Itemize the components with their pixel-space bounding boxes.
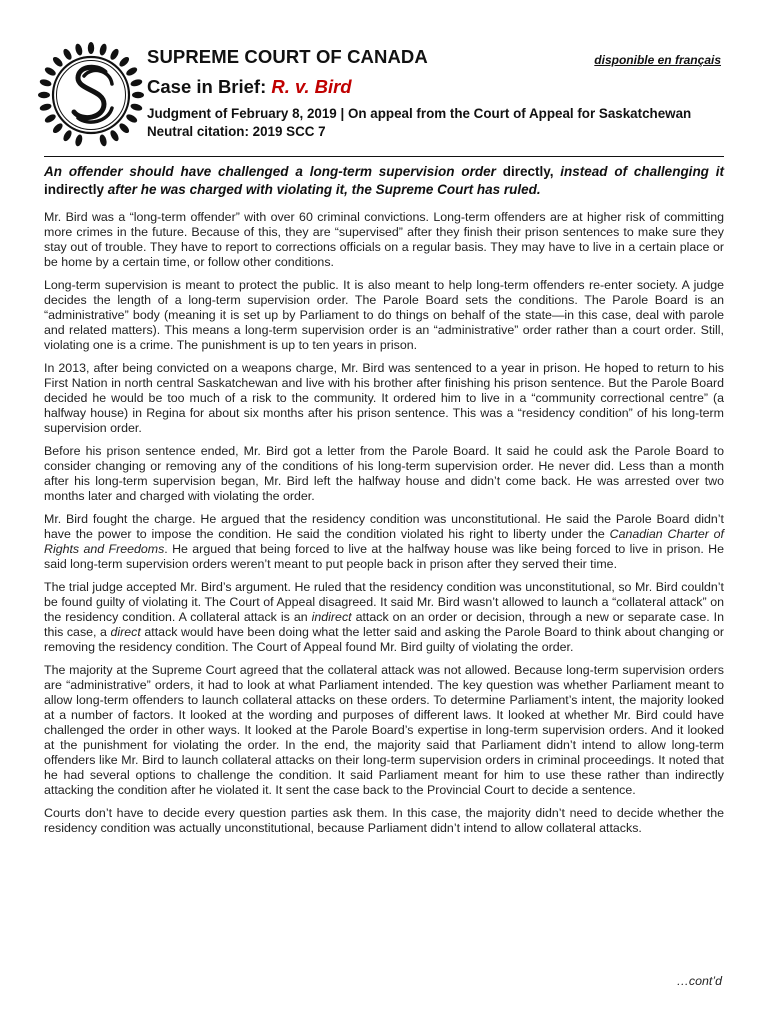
direct-term: direct [110,625,141,639]
headline [44,163,724,199]
case-name: R. v. Bird [271,76,352,97]
court-name: SUPREME COURT OF CANADA [147,46,428,67]
headline-part-5: after he was charged with violating it, the Supreme Court has ruled. [107,182,541,197]
paragraph-6-text-e: attack would have been doing what the letter said and asking the Parole Board to think about changing or removing the residency condition. The Court of Appeal found Mr. Bird guilty of violating the order. [44,625,724,654]
paragraph-5-text-c: . He argued that being forced to live at the halfway house was like being forced to live in prison. He said long-term supervision orders weren’t meant to put people back in prison after they served their time. [44,542,724,571]
neutral-citation: Neutral citation: 2019 SCC 7 [147,124,326,139]
paragraph-5-text-a: Mr. Bird fought the charge. He argued that the residency condition was unconstitutional. He said the Parole Board didn’t have the power to impose the condition. He said the condition violated his right to liberty under the [44,512,724,541]
headline-part-4: indirectly [44,182,108,197]
continued-marker: …cont’d [676,974,722,988]
headline-part-2: directly, [495,164,561,179]
paragraph-6 [44,580,724,655]
french-version-link[interactable]: disponible en français [594,53,721,67]
paragraph-6-text-c: attack on an order or decision, through a new or separate case. In this case, a [44,610,724,639]
paragraph-2: Long-term supervision is meant to protect the public. It is also meant to help long-term offenders re-enter society. A judge decides the length of a long-term supervision order. The Parole Board sets the conditions. The Parole Board is an “administrative” body (meaning it is set up by Parliament to do things on behalf of the state—in this case, deal with parole and related matters). This means a long-term supervision order is an “administrative” order rather than a court order. Still, violating one is a crime. The punishment is up to ten years in prison. [44,278,724,352]
case-prefix: Case in Brief: [147,76,272,97]
paragraph-8: Courts don’t have to decide every question parties ask them. In this case, the majority didn’t need to decide whether the residency condition was actually unconstitutional, because Parliament didn’t intend to allow collateral attacks. [44,806,724,835]
indirect-term: indirect [311,610,352,624]
scc-logo-icon [38,42,144,148]
paragraph-7: The majority at the Supreme Court agreed that the collateral attack was not allowed. Because long-term supervision orders are “administrative” orders, it had to look at what Parliament intended. The key question was whether Parliament meant to allow long-term offenders to launch collateral attacks on these orders. To determine Parliament’s intent, the majority looked at a number of factors. It looked at the wording and purposes of different laws. It looked at whether Mr. Bird could have challenged the order in other ways. It looked at the Parole Board’s expertise in long-term supervision orders. And it looked at the punishment for violating the order. In the end, the majority said that Parliament didn’t intend to allow long-term offenders like Mr. Bird to launch collateral attacks on their long-term supervision orders in criminal proceedings. It noted that he had several options to challenge the condition. It said Parliament meant for him to use these rather than indirectly attacking the condition after he violated it. It sent the case back to the Provincial Court to decide a sentence. [44,663,724,797]
paragraph-6-text-a: The trial judge accepted Mr. Bird’s argument. He ruled that the residency condition was unconstitutional, so Mr. Bird couldn’t be found guilty of violating it. The Court of Appeal disagreed. It said Mr. Bird wasn’t allowed to launch a “collateral attack” on the residency condition. A collateral attack is an [44,580,724,624]
paragraph-5 [44,512,724,572]
case-title [147,76,352,98]
paragraph-1: Mr. Bird was a “long-term offender” with over 60 criminal convictions. Long-term offenders are at higher risk of committing more crimes in the future. Because of this, they are “supervised” after they finish their prison sentences to make sure they stay out of trouble. They have to report to corrections officials on a regular basis. They may have to live in a certain place or be home by a certain time, or follow other conditions. [44,210,724,269]
charter-title: Canadian Charter of Rights and Freedoms [44,527,724,556]
paragraph-3: In 2013, after being convicted on a weapons charge, Mr. Bird was sentenced to a year in prison. He hoped to return to his First Nation in north central Saskatchewan and live with his brother after finishing his prison sentence. But the Parole Board decided he would be too much of a risk to the community. It ordered him to live in a “community correctional centre” (a halfway house) in Regina for about six months after his prison sentence. This was a “residency condition” of his long-term supervision order. [44,361,724,435]
article-body [44,210,724,844]
headline-part-1: An offender should have challenged a long-term supervision order [44,164,496,179]
judgment-info: Judgment of February 8, 2019 | On appeal from the Court of Appeal for Saskatchewan [147,106,692,121]
paragraph-4: Before his prison sentence ended, Mr. Bird got a letter from the Parole Board. It said he could ask the Parole Board to consider changing or removing any of the conditions of his long-term supervision order. He never did. Less than a month after his long-term supervision began, Mr. Bird left the halfway house and didn’t come back. He was arrested over two months later and charged with violating the order. [44,444,724,503]
header-divider [44,156,724,157]
headline-part-3: instead of challenging it [560,164,724,179]
